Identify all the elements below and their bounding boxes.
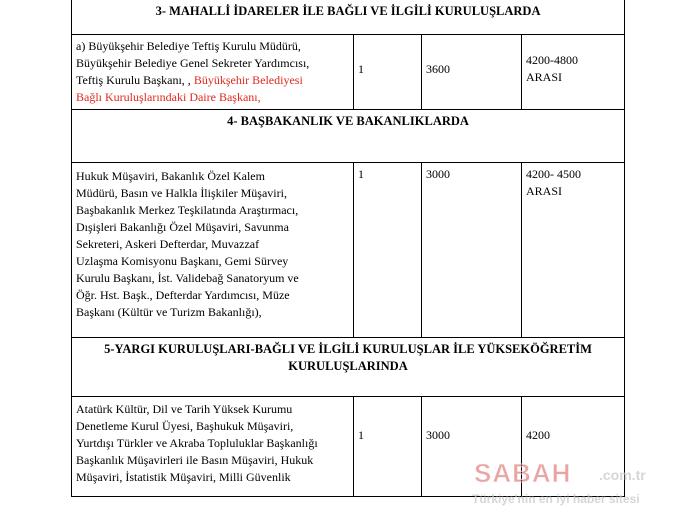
range-value: 4200-4800 [526, 52, 578, 67]
desc-line: Atatürk Kültür, Dil ve Tarih Yüksek Kurumu [76, 401, 293, 416]
range-label: ARASI [526, 183, 563, 198]
section-heading: 3- MAHALLİ İDARELER İLE BAĞLI VE İLGİLİ KURULUŞLARDA [72, 0, 625, 34]
range-value: 4200- 4500 [526, 166, 581, 181]
desc-line: Sekreteri, Askeri Defterdar, Muvazzaf [76, 236, 260, 251]
section-heading-row [72, 337, 625, 396]
section-heading-row [72, 0, 625, 34]
section-heading [72, 337, 625, 396]
table-row [72, 34, 625, 109]
watermark-logo: SABAH [474, 458, 572, 488]
desc-line: Başkanı (Kültür ve Turizm Bakanlığı), [76, 304, 262, 319]
section-heading-line: 5-YARGI KURULUŞLARI-BAĞLI VE İLGİLİ KURULUŞLAR İLE YÜKSEKÖĞRETİM [104, 341, 592, 356]
desc-line: Müdürü, Basın ve Halkla İlişkiler Müşaviri, [76, 185, 287, 200]
points-cell: 3000 [422, 396, 522, 496]
salary-table [71, 0, 625, 497]
section-heading: 4- BAŞBAKANLIK VE BAKANLIKLARDA [72, 109, 625, 162]
desc-line: Uzlaşma Komisyonu Başkanı, Gemi Sürvey [76, 253, 289, 268]
range-cell [522, 34, 625, 109]
position-description [72, 396, 354, 496]
position-description [72, 162, 354, 337]
desc-line: Dışişleri Bakanlığı Özel Müşaviri, Savunma [76, 219, 289, 234]
points-cell: 3000 [422, 162, 522, 337]
desc-line: Öğr. Hst. Başk., Defterdar Yardımcısı, Müze [76, 287, 290, 302]
range-label: ARASI [526, 69, 563, 84]
range-cell [522, 162, 625, 337]
desc-line: a) Büyükşehir Belediye Teftiş Kurulu Müdürü, [76, 38, 301, 53]
range-cell: 4200 [522, 396, 625, 496]
desc-line: Teftiş Kurulu Başkanı, , [76, 72, 191, 87]
desc-red-text: Bağlı Kuruluşlarındaki Daire Başkanı, [76, 89, 261, 104]
position-description [72, 34, 354, 109]
count-cell: 1 [354, 34, 422, 109]
count-cell: 1 [354, 162, 422, 337]
section-heading-line: KURULUŞLARINDA [288, 358, 408, 373]
table-row [72, 162, 625, 337]
watermark-tagline: Türkiye'nin en iyi haber sitesi [472, 492, 640, 506]
watermark-domain: .com.tr [599, 467, 646, 483]
desc-line: Yurtdışı Türkler ve Akraba Topluluklar Başkanlığı [76, 435, 318, 450]
desc-line: Denetleme Kurul Üyesi, Başhukuk Müşaviri, [76, 418, 294, 433]
desc-red-text: Büyükşehir Belediyesi [193, 72, 303, 87]
section-heading-row [72, 109, 625, 162]
desc-line: Kurulu Başkanı, İst. Validebağ Sanatoryum ve [76, 270, 299, 285]
desc-line: Başbakanlık Merkez Teşkilatında Araştırmacı, [76, 202, 299, 217]
desc-line: Müşaviri, İstatistik Müşaviri, Milli Güvenlik [76, 469, 291, 484]
desc-line: Hukuk Müşaviri, Bakanlık Özel Kalem [76, 168, 265, 183]
table-row [72, 396, 625, 496]
points-cell: 3600 [422, 34, 522, 109]
count-cell: 1 [354, 396, 422, 496]
desc-line: Büyükşehir Belediye Genel Sekreter Yardımcısı, [76, 55, 310, 70]
desc-line: Başkanlık Müşavirleri ile Basın Müşaviri, Hukuk [76, 452, 314, 467]
